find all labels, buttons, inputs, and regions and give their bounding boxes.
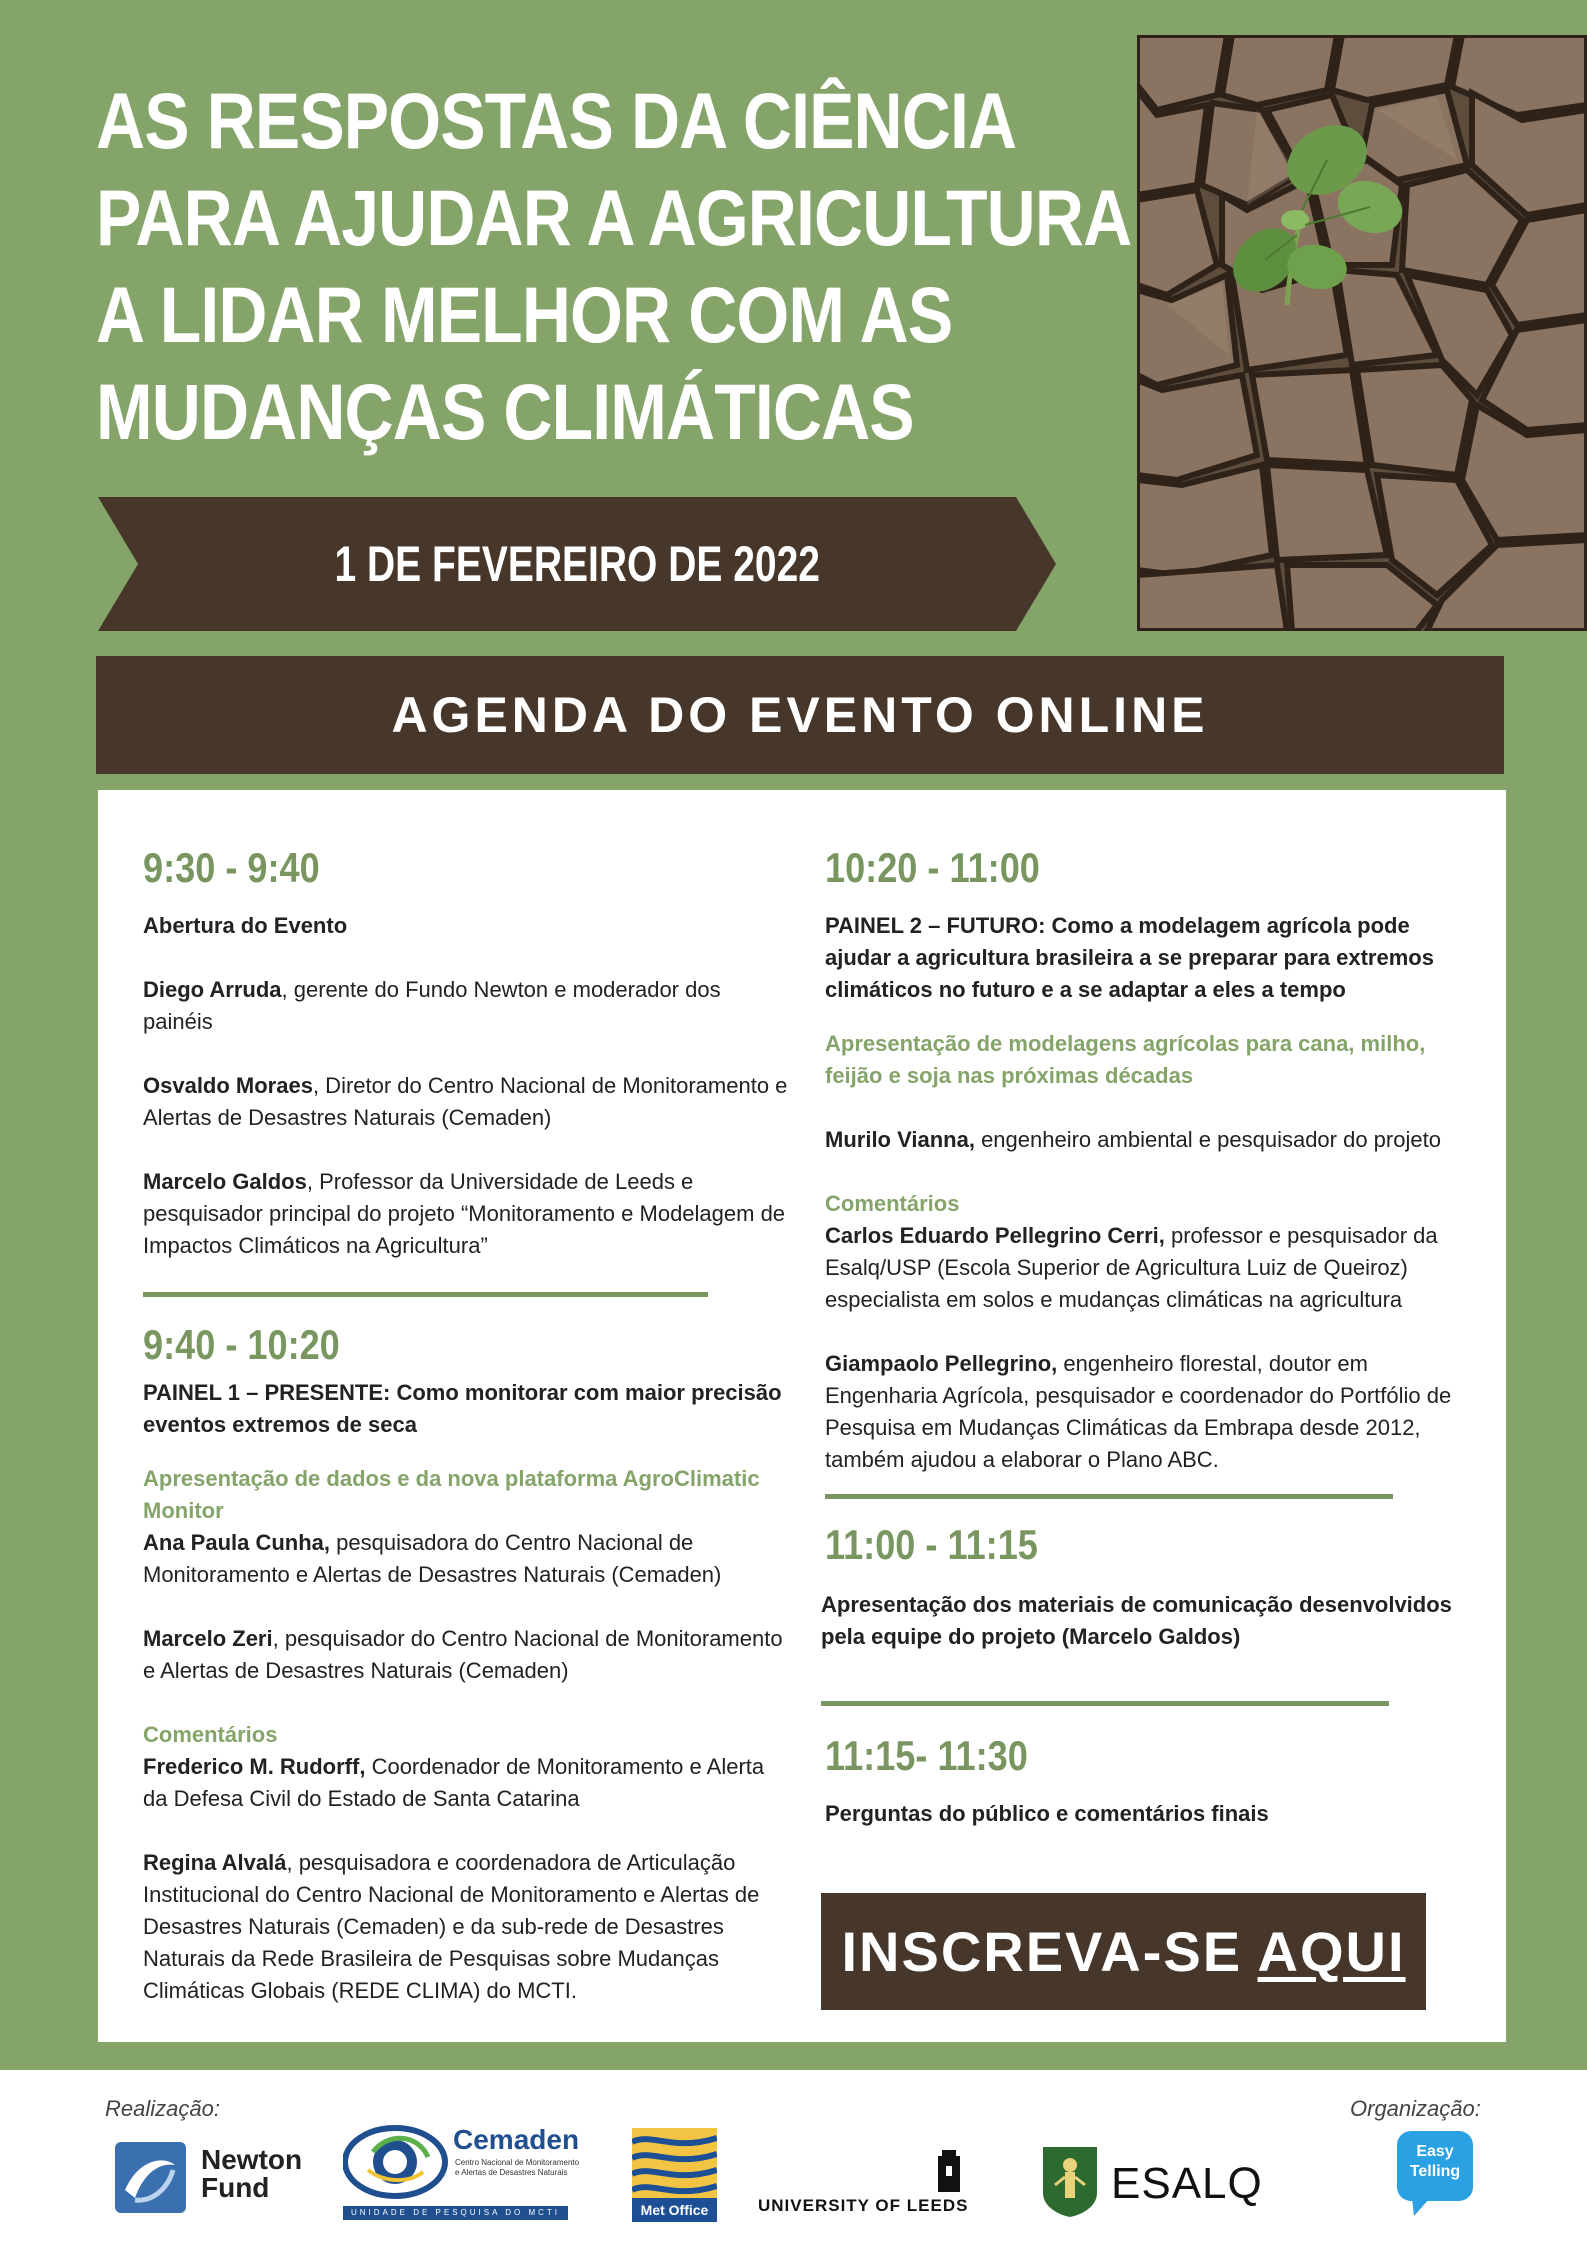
easy-line-1: Easy: [1416, 2143, 1454, 2160]
esalq-crest-icon: [1041, 2145, 1099, 2217]
speaker-name: Murilo Vianna,: [825, 1127, 975, 1152]
cemaden-tag: UNIDADE DE PESQUISA DO MCTI: [343, 2206, 568, 2220]
realizacao-label: Realização:: [105, 2096, 220, 2121]
easy-telling-logo: [1396, 2130, 1474, 2218]
communication-materials-item: Apresentação dos materiais de comunicação desenvolvidos pela equipe do projeto (Marcelo Galdos): [821, 1592, 1452, 1649]
speaker-entry: [825, 1348, 1475, 1476]
speaker-entry: [825, 1124, 1475, 1156]
speaker-desc: , pesquisadora e coordenadora de Articulação Institucional do Centro Nacional de Monitoramento e Alertas de Desastres Naturais (Cemaden) e da sub-rede de Desastres Naturais da Rede Brasileira de Pesquisas sobre Mudanças Climáticas Globais (REDE CLIMA) do MCTI.: [143, 1850, 760, 2003]
speaker-desc: engenheiro florestal, doutor em Engenharia Agrícola, pesquisador e coordenador do Portfólio de Pesquisa em Mudanças Climáticas da Embrapa desde 2012, também ajudou a elaborar o Plano ABC.: [825, 1351, 1452, 1472]
speaker-entry: [143, 974, 793, 1038]
speaker-entry: [825, 1220, 1475, 1316]
time-slot-2: 9:40 - 10:20: [143, 1321, 340, 1368]
time-slot-3: 10:20 - 11:00: [825, 844, 1040, 891]
speaker-name: Marcelo Zeri: [143, 1626, 273, 1651]
newton-fund-logo: [113, 2138, 313, 2218]
met-office-waves-icon: [632, 2128, 717, 2198]
newton-line-2: Fund: [201, 2172, 270, 2203]
speaker-entry: [143, 1847, 793, 2007]
section-divider: [825, 1494, 1393, 1499]
agenda-heading-bar: [96, 656, 1504, 774]
esalq-name: ESALQ: [1111, 2159, 1263, 2208]
event-date: 1 DE FEVEREIRO DE 2022: [334, 536, 820, 592]
page-title: [96, 72, 1132, 460]
speaker-desc: pesquisadora do Centro Nacional de Monitoramento e Alertas de Desastres Naturais (Cemaden): [143, 1530, 722, 1587]
speaker-desc: , Diretor do Centro Nacional de Monitoramento e Alertas de Desastres Naturais (Cemaden): [143, 1073, 788, 1130]
speaker-name: Osvaldo Moraes: [143, 1073, 313, 1098]
comments-label: Comentários: [143, 1722, 278, 1747]
signup-label: INSCREVA-SE: [841, 1920, 1258, 1983]
sponsor-footer: [0, 2070, 1587, 2245]
time-slot-1: 9:30 - 9:40: [143, 844, 320, 891]
speaker-desc: , Professor da Universidade de Leeds e pesquisador principal do projeto “Monitoramento e Modelagem de Impactos Climáticos na Agricultura”: [143, 1169, 786, 1258]
speaker-name: Marcelo Galdos: [143, 1169, 307, 1194]
organizacao-label: Organização:: [1350, 2096, 1481, 2121]
leeds-name: UNIVERSITY OF LEEDS: [758, 2196, 969, 2215]
agenda-right-column: [821, 840, 1475, 1830]
section-divider: [143, 1292, 708, 1297]
signup-button[interactable]: [821, 1893, 1426, 2010]
speaker-name: Regina Alvalá: [143, 1850, 287, 1875]
speaker-desc: , gerente do Fundo Newton e moderador dos painéis: [143, 977, 721, 1034]
closing-item: Perguntas do público e comentários finais: [825, 1801, 1269, 1826]
title-line-4: MUDANÇAS CLIMÁTICAS: [96, 367, 914, 456]
presentation-subtitle: Apresentação de dados e da nova plataforma AgroClimatic Monitor: [143, 1466, 760, 1523]
agenda-panel: [98, 790, 1506, 2042]
cemaden-name: Cemaden: [453, 2124, 580, 2155]
time-slot-4: 11:00 - 11:15: [825, 1521, 1038, 1568]
title-line-2: PARA AJUDAR A AGRICULTURA: [96, 173, 1132, 262]
easy-line-2: Telling: [1409, 2163, 1461, 2180]
speaker-entry: [143, 1623, 793, 1687]
opening-label: Abertura do Evento: [143, 913, 348, 938]
title-line-3: A LIDAR MELHOR COM AS: [96, 270, 953, 359]
section-divider: [821, 1701, 1389, 1706]
speaker-entry: [143, 1166, 793, 1262]
cemaden-sub-1: Centro Nacional de Monitoramento: [455, 2158, 580, 2167]
speaker-desc: professor e pesquisador da Esalq/USP (Escola Superior de Agricultura Luiz de Queiroz) especialista em solos e mudanças climáticas na agricultura: [825, 1223, 1438, 1312]
date-ribbon: [98, 497, 1056, 631]
speaker-entry: [143, 1070, 793, 1134]
speaker-name: Frederico M. Rudorff,: [143, 1754, 366, 1779]
panel-title: PAINEL 1 – PRESENTE: Como monitorar com maior precisão eventos extremos de seca: [143, 1380, 782, 1437]
agenda-left-column: [143, 840, 793, 2007]
esalq-logo: [1041, 2145, 1261, 2225]
cemaden-sub-2: e Alertas de Desastres Naturais: [455, 2168, 568, 2177]
seedling-on-cracked-earth-photo: [1137, 35, 1587, 631]
university-of-leeds-logo: [758, 2150, 978, 2220]
agenda-heading: AGENDA DO EVENTO ONLINE: [391, 687, 1209, 743]
speaker-entry: [143, 1527, 793, 1591]
presentation-subtitle: Apresentação de modelagens agrícolas para cana, milho, feijão e soja nas próximas décadas: [825, 1031, 1426, 1088]
speaker-desc: , pesquisador do Centro Nacional de Monitoramento e Alertas de Desastres Naturais (Cemaden): [143, 1626, 783, 1683]
cemaden-logo: [343, 2122, 580, 2222]
speaker-name: Diego Arruda: [143, 977, 282, 1002]
newton-line-1: Newton: [201, 2144, 303, 2175]
speaker-name: Ana Paula Cunha,: [143, 1530, 331, 1555]
newton-fund-icon: [113, 2140, 188, 2215]
panel-title: PAINEL 2 – FUTURO: Como a modelagem agrícola pode ajudar a agricultura brasileira a se preparar para extremos climáticos no futuro e a se adaptar a eles a tempo: [825, 913, 1434, 1002]
speaker-name: Carlos Eduardo Pellegrino Cerri,: [825, 1223, 1165, 1248]
signup-link[interactable]: AQUI: [1257, 1920, 1406, 1983]
time-slot-5: 11:15- 11:30: [825, 1732, 1028, 1779]
leeds-tower-icon: [928, 2150, 968, 2192]
comments-label: Comentários: [825, 1191, 960, 1216]
speaker-name: Giampaolo Pellegrino,: [825, 1351, 1058, 1376]
speaker-desc: Coordenador de Monitoramento e Alerta da Defesa Civil do Estado de Santa Catarina: [143, 1754, 765, 1811]
speaker-entry: [143, 1751, 793, 1815]
title-line-1: AS RESPOSTAS DA CIÊNCIA: [96, 76, 1017, 165]
speaker-desc: engenheiro ambiental e pesquisador do projeto: [974, 1127, 1441, 1152]
met-office-logo: [632, 2128, 717, 2223]
cemaden-eye-icon: [343, 2122, 448, 2202]
met-office-name: Met Office: [632, 2198, 717, 2222]
